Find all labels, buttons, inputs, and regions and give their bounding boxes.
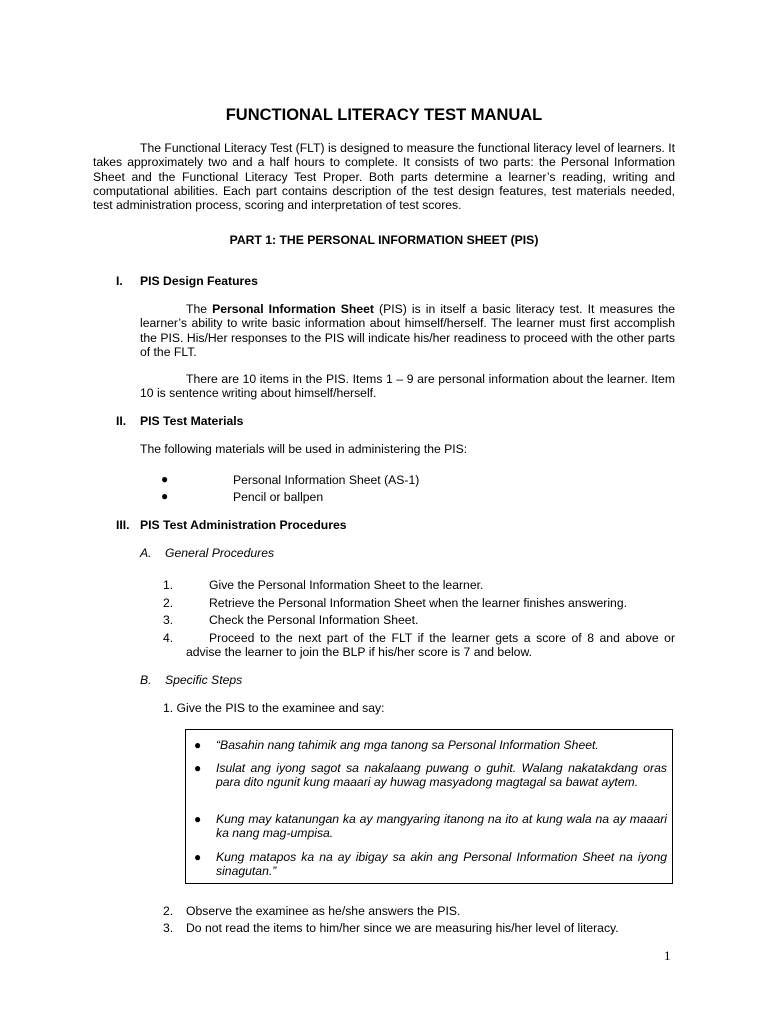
procedure-text-continued: advise the learner to join the BLP if his/her score is 7 and below. (186, 645, 532, 659)
procedure-number: 1. (163, 578, 174, 592)
pis-design-paragraph (140, 302, 675, 359)
procedure-text: Check the Personal Information Sheet. (209, 613, 419, 627)
materials-item: Personal Information Sheet (AS-1) (233, 473, 420, 487)
script-line: Kung matapos ka na ay ibigay sa akin ang Personal Information Sheet na iyong sinagutan.” (216, 850, 667, 879)
subsection-a-title: General Procedures (165, 546, 275, 560)
materials-item: Pencil or ballpen (233, 490, 324, 504)
step-1: 1. Give the PIS to the examinee and say: (163, 701, 385, 715)
document-title: FUNCTIONAL LITERACY TEST MANUAL (225, 106, 543, 124)
script-line: Kung may katanungan ka ay mangyaring itanong na ito at kung wala na ay maaari ka nang mag-umpisa. (216, 812, 667, 841)
section-2-number: II. (116, 414, 127, 428)
section-1-heading: PIS Design Features (140, 274, 258, 288)
subsection-b-letter: B. (140, 673, 152, 687)
pis-items-paragraph: There are 10 items in the PIS. Items 1 – 9 are personal information about the learner. Item 10 is sentence writing about himself/herself. (140, 372, 675, 401)
intro-paragraph: The Functional Literacy Test (FLT) is designed to measure the functional literacy level of learners. It takes approximately two and a half hours to complete. It consists of two parts: the Personal Information Sheet and the Functional Literacy Test Proper. Both parts determine a learner’s reading, writing and computational abilities. Each part contains description of the test design features, test materials needed, test administration process, scoring and interpretation of test scores. (93, 141, 675, 213)
procedure-text: Proceed to the next part of the FLT if the learner gets a score of 8 and above or (209, 631, 675, 645)
bullet-icon: ● (161, 472, 169, 486)
procedure-number: 2. (163, 596, 174, 610)
subsection-a-letter: A. (140, 546, 152, 560)
bullet-icon: ● (161, 489, 169, 503)
text-run: (PIS) is in itself a basic literacy test. It measures the learner’s ability to write basic information about himself/herself. The learner must first accomplish the PIS. His/Her responses to the PIS will indicate his/her readiness to proceed with the other parts of the FLT. (140, 302, 676, 359)
script-line: “Basahin nang tahimik ang mga tanong sa Personal Information Sheet. (216, 738, 599, 752)
step-3: Do not read the items to him/her since we are measuring his/her level of literacy. (186, 921, 619, 935)
procedure-text: Retrieve the Personal Information Sheet when the learner finishes answering. (209, 596, 627, 610)
part1-heading: PART 1: THE PERSONAL INFORMATION SHEET (PIS) (229, 233, 539, 247)
bullet-icon: ● (194, 761, 202, 775)
procedure-number: 3. (163, 613, 174, 627)
script-line: Isulat ang iyong sagot sa nakalaang puwang o guhit. Walang nakatakdang oras para dito ngunit kung maaari ay huwag masyadong magtagal sa bawat aytem. (216, 761, 667, 790)
step-2: Observe the examinee as he/she answers the PIS. (186, 904, 461, 918)
bullet-icon: ● (194, 738, 202, 752)
section-3-heading: PIS Test Administration Procedures (140, 518, 347, 532)
subsection-b-title: Specific Steps (165, 673, 243, 687)
bullet-icon: ● (194, 812, 202, 826)
section-1-number: I. (116, 274, 123, 288)
section-3-number: III. (116, 518, 130, 532)
pis-term: Personal Information Sheet (212, 302, 374, 316)
procedure-number: 4. (163, 631, 174, 645)
bullet-icon: ● (194, 850, 202, 864)
text-run: The (186, 302, 213, 316)
procedure-text: Give the Personal Information Sheet to the learner. (209, 578, 484, 592)
page-number: 1 (664, 948, 671, 963)
materials-intro: The following materials will be used in administering the PIS: (140, 442, 468, 456)
step-3-number: 3. (163, 921, 174, 935)
section-2-heading: PIS Test Materials (140, 414, 244, 428)
step-2-number: 2. (163, 904, 174, 918)
